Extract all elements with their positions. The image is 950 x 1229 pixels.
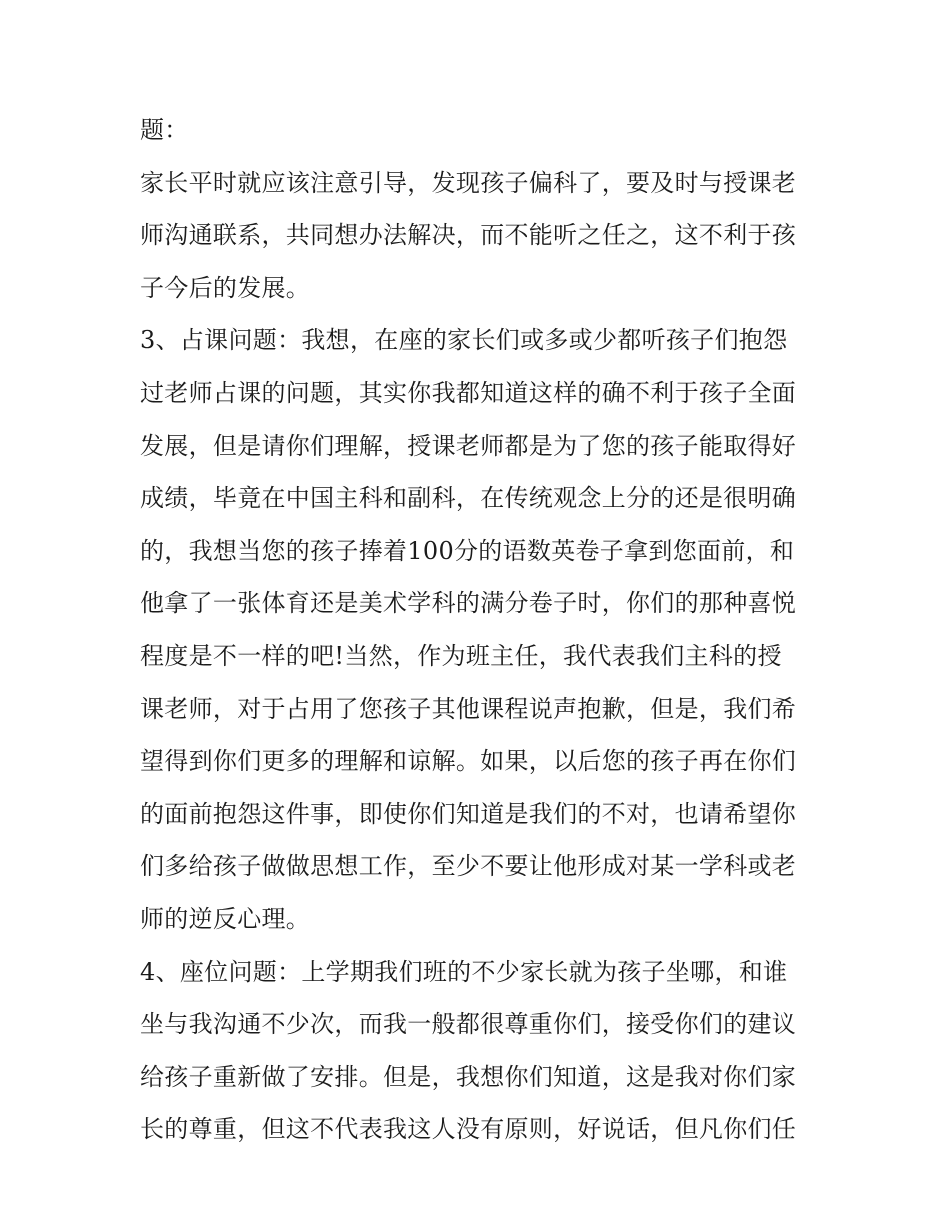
text-line: 的面前抱怨这件事，即使你们知道是我们的不对，也请希望你 (140, 799, 797, 828)
text-line: 3、占课问题：我想，在座的家长们或多或少都听孩子们抱怨 (140, 326, 788, 355)
text-line: 望得到你们更多的理解和谅解。如果，以后您的孩子再在你们 (140, 747, 797, 776)
text-line: 课老师，对于占用了您孩子其他课程说声抱歉，但是，我们希 (140, 694, 797, 723)
text-line: 师沟通联系，共同想办法解决，而不能听之任之，这不利于孩 (140, 221, 797, 250)
text-line: 他拿了一张体育还是美术学科的满分卷子时，你们的那种喜悦 (140, 589, 797, 618)
text-line: 过老师占课的问题，其实你我都知道这样的确不利于孩子全面 (140, 378, 797, 407)
body-text (140, 108, 820, 1160)
text-line: 给孩子重新做了安排。但是，我想你们知道，这是我对你们家 (140, 1062, 797, 1091)
text-line: 子今后的发展。 (140, 273, 311, 302)
text-line: 题： (140, 116, 189, 144)
text-line: 4、座位问题：上学期我们班的不少家长就为孩子坐哪，和谁 (140, 957, 788, 986)
text-line: 的，我想当您的孩子捧着100分的语数英卷子拿到您面前，和 (140, 536, 795, 565)
text-line: 家长平时就应该注意引导，发现孩子偏科了，要及时与授课老 (140, 168, 797, 197)
text-line: 长的尊重，但这不代表我这人没有原则，好说话，但凡你们任 (140, 1115, 797, 1144)
text-line: 师的逆反心理。 (140, 904, 311, 933)
text-line: 们多给孩子做做思想工作，至少不要让他形成对某一学科或老 (140, 852, 797, 881)
text-line: 成绩，毕竟在中国主科和副科，在传统观念上分的还是很明确 (140, 484, 797, 513)
text-line: 坐与我沟通不少次，而我一般都很尊重你们，接受你们的建议 (140, 1010, 797, 1039)
text-line: 程度是不一样的吧!当然，作为班主任，我代表我们主科的授 (140, 641, 782, 670)
text-line: 发展，但是请你们理解，授课老师都是为了您的孩子能取得好 (140, 431, 797, 460)
